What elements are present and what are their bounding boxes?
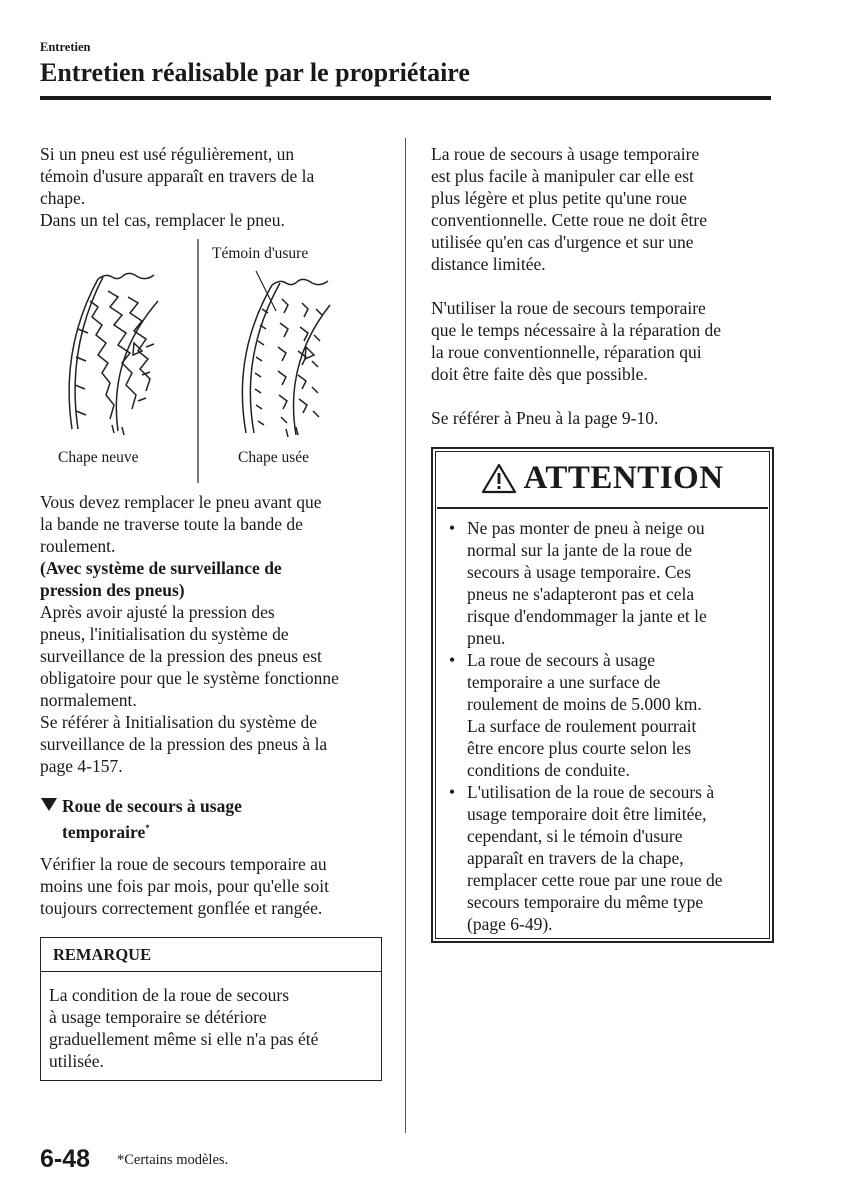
intro-paragraph: [40, 143, 385, 231]
text-line: pneu.: [467, 628, 506, 648]
column-divider: [405, 138, 406, 1133]
section-triangle-icon: [40, 795, 62, 817]
footnote: *Certains modèles.: [117, 1152, 229, 1168]
attention-body: [433, 509, 772, 941]
text-line: à usage temporaire se détériore: [49, 1006, 267, 1027]
text-line: pneus, l'initialisation du système de: [40, 624, 289, 644]
text-line: être encore plus courte selon les: [467, 738, 692, 758]
text-line: apparaît en travers de la chape,: [467, 848, 684, 868]
text-line: secours à usage temporaire. Ces: [467, 562, 692, 582]
text-line: N'utiliser la roue de secours temporaire: [431, 298, 706, 318]
remarque-body: [41, 972, 381, 1080]
text-line: La roue de secours à usage: [467, 650, 656, 670]
spare-heading-line: Roue de secours à usage: [62, 796, 242, 816]
spare-wheel-heading: [40, 795, 385, 843]
text-line: la bande ne traverse toute la bande de: [40, 514, 303, 534]
new-tread-drawing: [69, 273, 158, 435]
text-line: Se référer à Initialisation du système de: [40, 712, 317, 732]
remarque-box: [40, 937, 382, 1081]
text-line: La roue de secours à usage temporaire: [431, 144, 700, 164]
text-line: conventionnelle. Cette roue ne doit être: [431, 210, 708, 230]
attention-bullet: [449, 781, 762, 935]
text-line: La condition de la roue de secours: [49, 984, 290, 1005]
spare-description-paragraph: [431, 143, 776, 275]
text-line: témoin d'usure apparaît en travers de la: [40, 166, 315, 186]
text-line: graduellement même si elle n'a pas été: [49, 1028, 319, 1049]
replace-paragraph: [40, 491, 385, 777]
worn-tread-label: Chape usée: [238, 449, 310, 466]
text-line: normalement.: [40, 690, 137, 710]
text-line: utilisée qu'en cas d'urgence et sur une: [431, 232, 694, 252]
text-line: conditions de conduite.: [467, 760, 630, 780]
text-line: la roue conventionnelle, réparation qui: [431, 342, 702, 362]
text-line: Si un pneu est usé régulièrement, un: [40, 144, 295, 164]
bullet-mark: •: [449, 782, 456, 802]
tread-wear-figure: [40, 239, 385, 483]
text-line: temporaire a une surface de: [467, 672, 661, 692]
tpms-heading: (Avec système de surveillance de: [40, 558, 282, 578]
text-line: remplacer cette roue par une roue de: [467, 870, 723, 890]
text-line: usage temporaire doit être limitée,: [467, 804, 707, 824]
text-line: page 4-157.: [40, 756, 123, 776]
text-line: Après avoir ajusté la pression des: [40, 602, 275, 622]
attention-title: ATTENTION: [523, 459, 724, 496]
bullet-mark: •: [449, 518, 456, 538]
text-line: roulement de moins de 5.000 km.: [467, 694, 702, 714]
text-line: cependant, si le témoin d'usure: [467, 826, 683, 846]
text-line: Vous devez remplacer le pneu avant que: [40, 492, 322, 512]
text-line: plus légère et plus petite qu'une roue: [431, 188, 687, 208]
warning-icon: [481, 462, 517, 494]
text-line: surveillance de la pression des pneus à la: [40, 734, 328, 754]
text-line: Ne pas monter de pneu à neige ou: [467, 518, 705, 538]
text-line: L'utilisation de la roue de secours à: [467, 782, 715, 802]
page-title: Entretien réalisable par le propriétaire: [40, 58, 470, 87]
text-line: secours temporaire du même type: [467, 892, 704, 912]
text-line: moins une fois par mois, pour qu'elle soit: [40, 875, 329, 896]
text-line: La surface de roulement pourrait: [467, 716, 697, 736]
attention-header: [437, 453, 768, 509]
attention-bullet: [449, 517, 762, 649]
text-line: pneus ne s'adapteront pas et cela: [467, 584, 695, 604]
text-line: Dans un tel cas, remplacer le pneu.: [40, 210, 285, 230]
text-line: est plus facile à manipuler car elle est: [431, 166, 694, 186]
title-rule: [40, 96, 771, 100]
text-line: Se référer à Pneu à la page 9-10.: [431, 408, 659, 428]
text-line: toujours correctement gonflée et rangée.: [40, 897, 323, 918]
new-tread-label: Chape neuve: [58, 449, 139, 466]
text-line: Vérifier la roue de secours temporaire au: [40, 853, 327, 874]
text-line: surveillance de la pression des pneus est: [40, 646, 322, 666]
section-label: Entretien: [40, 40, 91, 54]
bullet-mark: •: [449, 650, 456, 670]
text-line: obligatoire pour que le système fonctionne: [40, 668, 339, 688]
worn-tread-drawing: [242, 271, 330, 437]
usage-paragraph: [431, 297, 776, 385]
tpms-heading: pression des pneus): [40, 580, 185, 600]
remarque-title: REMARQUE: [41, 938, 381, 972]
text-line: doit être faite dès que possible.: [431, 364, 648, 384]
text-line: normal sur la jante de la roue de: [467, 540, 692, 560]
text-line: roulement.: [40, 536, 116, 556]
footnote-mark: *: [145, 823, 150, 833]
wear-indicator-label: Témoin d'usure: [212, 245, 309, 262]
left-column: [40, 143, 385, 1081]
text-line: que le temps nécessaire à la réparation de: [431, 320, 722, 340]
page-number: 6-48: [40, 1145, 91, 1173]
attention-box: [431, 447, 774, 943]
spare-paragraph: [40, 853, 385, 919]
text-line: (page 6-49).: [467, 914, 553, 934]
text-line: chape.: [40, 188, 86, 208]
text-line: distance limitée.: [431, 254, 546, 274]
text-line: risque d'endommager la jante et le: [467, 606, 707, 626]
right-column: [431, 143, 776, 943]
reference-paragraph: [431, 407, 776, 429]
attention-bullet: [449, 649, 762, 781]
spare-heading-line: temporaire: [62, 821, 146, 842]
tread-illustration: [40, 239, 385, 483]
text-line: utilisée.: [49, 1050, 104, 1071]
